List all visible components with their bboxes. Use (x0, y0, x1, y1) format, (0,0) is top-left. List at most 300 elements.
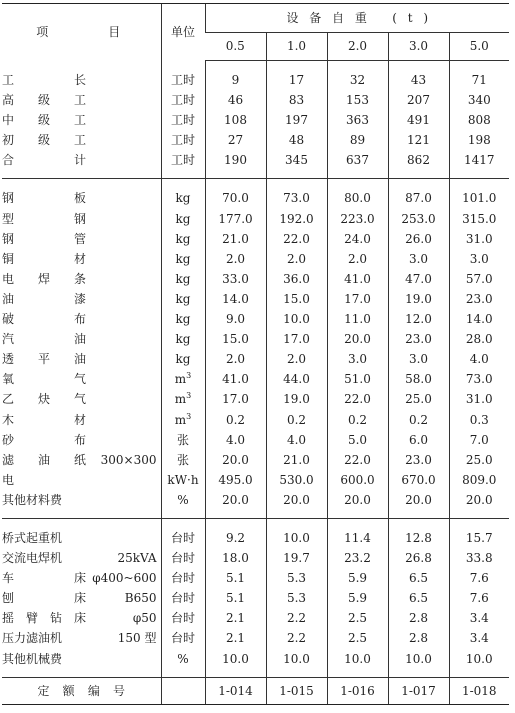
item-name-char: 其他机械费 (2, 651, 63, 666)
item-name-char: 电 (2, 472, 15, 487)
quota-value: 7.6 (449, 568, 509, 588)
quota-value: 0.3 (449, 410, 509, 430)
quota-value: 0.2 (388, 410, 449, 430)
item-unit: kg (161, 209, 205, 229)
quota-value: 80.0 (327, 179, 388, 209)
table-row (2, 309, 509, 329)
item-name (2, 61, 161, 91)
quota-value: 71 (449, 61, 509, 91)
item-name-char: 铜 (2, 251, 15, 266)
quota-value: 530.0 (266, 470, 327, 490)
item-unit: kg (161, 289, 205, 309)
quota-value: 345 (266, 150, 327, 179)
quota-value: 223.0 (327, 209, 388, 229)
item-name (2, 649, 161, 678)
quota-value: 14.0 (205, 289, 266, 309)
item-name-char: 炔 (37, 392, 50, 407)
item-name (2, 588, 161, 608)
weight-header: 3.0 (388, 33, 449, 61)
table-row (2, 410, 509, 430)
item-name (2, 349, 161, 369)
item-unit: 工时 (161, 61, 205, 91)
item-name-char: 钢 (2, 231, 15, 246)
item-name-char: 初 (2, 133, 15, 148)
item-name-char: 滤 (2, 452, 15, 467)
quota-value: 20.0 (205, 450, 266, 470)
quota-value: 73.0 (449, 369, 509, 389)
item-name-char: 高 (2, 93, 15, 108)
table-row (2, 130, 509, 150)
quota-value: 9.0 (205, 309, 266, 329)
item-name-char: 氧 (2, 372, 15, 387)
item-name-char: 其他材料费 (2, 492, 63, 507)
item-name (2, 518, 161, 548)
quota-value: 20.0 (327, 490, 388, 519)
quota-value: 20.0 (388, 490, 449, 519)
item-name (2, 410, 161, 430)
quota-value: 491 (388, 110, 449, 130)
item-name-char: 钻 (49, 611, 62, 626)
item-name-char: 计 (73, 153, 86, 168)
quota-value: 5.3 (266, 568, 327, 588)
item-spec: B650 (124, 591, 157, 606)
item-name-char: 钢 (73, 211, 86, 226)
item-name-char: 布 (73, 312, 86, 327)
quota-code-unit (161, 677, 205, 704)
table-row (2, 548, 509, 568)
table-row (2, 269, 509, 289)
quota-value: 15.7 (449, 518, 509, 548)
quota-value: 44.0 (266, 369, 327, 389)
table-row (2, 490, 509, 519)
item-unit: 工时 (161, 150, 205, 179)
quota-value: 2.0 (205, 349, 266, 369)
quota-value: 2.5 (327, 608, 388, 628)
item-name (2, 450, 161, 470)
quota-value: 2.0 (266, 249, 327, 269)
quota-value: 3.0 (327, 349, 388, 369)
quota-value: 25.0 (388, 389, 449, 409)
table-row (2, 450, 509, 470)
quota-value: 5.1 (205, 568, 266, 588)
quota-value: 22.0 (266, 229, 327, 249)
item-name-char: 汽 (2, 332, 15, 347)
quota-value: 57.0 (449, 269, 509, 289)
item-name (2, 369, 161, 389)
quota-value: 47.0 (388, 269, 449, 289)
quota-value: 315.0 (449, 209, 509, 229)
item-name-char: 级 (37, 93, 50, 108)
item-name-char: 板 (73, 191, 86, 206)
item-name-char: 气 (73, 392, 86, 407)
quota-value: 9 (205, 61, 266, 91)
item-name-char: 长 (73, 72, 86, 87)
quota-value: 41.0 (327, 269, 388, 289)
table-row (2, 179, 509, 209)
quota-value: 2.0 (205, 249, 266, 269)
item-spec: 150 型 (117, 631, 157, 646)
quota-value: 17 (266, 61, 327, 91)
item-header: 项 目 (2, 4, 161, 61)
item-name-char: 气 (73, 372, 86, 387)
quota-value: 22.0 (327, 389, 388, 409)
quota-value: 26.8 (388, 548, 449, 568)
table-row (2, 518, 509, 548)
quota-value: 10.0 (327, 649, 388, 678)
quota-value: 495.0 (205, 470, 266, 490)
quota-value: 2.1 (205, 608, 266, 628)
table-row (2, 369, 509, 389)
quota-value: 19.7 (266, 548, 327, 568)
quota-value: 1417 (449, 150, 509, 179)
item-spec: φ50 (132, 611, 157, 626)
item-unit: kg (161, 249, 205, 269)
table-row (2, 568, 509, 588)
item-name-char: 工 (73, 133, 86, 148)
quota-value: 340 (449, 90, 509, 110)
quota-code: 1-017 (388, 677, 449, 704)
item-name (2, 470, 161, 490)
item-unit: $m^3$ (161, 410, 205, 430)
table-row (2, 229, 509, 249)
item-name-char: 焊 (37, 271, 50, 286)
quota-value: 5.9 (327, 588, 388, 608)
item-unit: 台时 (161, 518, 205, 548)
quota-value: 20.0 (327, 329, 388, 349)
item-name (2, 389, 161, 409)
quota-value: 58.0 (388, 369, 449, 389)
quota-value: 83 (266, 90, 327, 110)
quota-value: 253.0 (388, 209, 449, 229)
quota-value: 6.0 (388, 430, 449, 450)
quota-value: 600.0 (327, 470, 388, 490)
item-name (2, 90, 161, 110)
item-unit: kg (161, 329, 205, 349)
quota-value: 33.8 (449, 548, 509, 568)
quota-value: 23.0 (388, 329, 449, 349)
table-row (2, 90, 509, 110)
item-name (2, 490, 161, 519)
quota-value: 808 (449, 110, 509, 130)
quota-value: 41.0 (205, 369, 266, 389)
quota-value: 2.0 (266, 349, 327, 369)
item-name-char: 型 (2, 211, 15, 226)
item-name-char: 工 (73, 113, 86, 128)
quota-value: 862 (388, 150, 449, 179)
quota-value: 4.0 (205, 430, 266, 450)
table-row (2, 588, 509, 608)
table-row (2, 150, 509, 179)
quota-value: 17.0 (327, 289, 388, 309)
item-name-char: 车 (2, 571, 15, 586)
quota-value: 4.0 (266, 430, 327, 450)
quota-value: 26.0 (388, 229, 449, 249)
item-name (2, 150, 161, 179)
quota-value: 21.0 (266, 450, 327, 470)
item-unit: 台时 (161, 628, 205, 648)
quota-value: 0.2 (327, 410, 388, 430)
quota-value: 48 (266, 130, 327, 150)
item-name-char: 刨 (2, 591, 15, 606)
quota-value: 46 (205, 90, 266, 110)
item-name (2, 548, 161, 568)
item-name-char: 管 (73, 231, 86, 246)
quota-value: 15.0 (266, 289, 327, 309)
quota-value: 89 (327, 130, 388, 150)
quota-value: 32 (327, 61, 388, 91)
item-name-char: 乙 (2, 392, 15, 407)
table-row (2, 628, 509, 648)
item-unit: $m^3$ (161, 389, 205, 409)
item-name-char: 油 (73, 352, 86, 367)
quota-value: 10.0 (266, 518, 327, 548)
item-unit: 台时 (161, 548, 205, 568)
item-unit: kg (161, 349, 205, 369)
quota-value: 70.0 (205, 179, 266, 209)
quota-value: 31.0 (449, 229, 509, 249)
quota-value: 207 (388, 90, 449, 110)
item-name-char: 砂 (2, 432, 15, 447)
item-name-char: 木 (2, 412, 15, 427)
item-name-char: 工 (2, 72, 15, 87)
item-unit: 台时 (161, 568, 205, 588)
quota-value: 2.1 (205, 628, 266, 648)
quota-value: 153 (327, 90, 388, 110)
item-unit: % (161, 649, 205, 678)
item-name-char: 桥式起重机 (2, 530, 63, 545)
quota-value: 25.0 (449, 450, 509, 470)
table-row (2, 608, 509, 628)
quota-value: 0.2 (266, 410, 327, 430)
item-name (2, 269, 161, 289)
unit-header: 单位 (161, 4, 205, 61)
item-name-char: 钢 (2, 191, 15, 206)
item-name-char: 交流电焊机 (2, 551, 63, 566)
table-row (2, 649, 509, 678)
item-name (2, 229, 161, 249)
quota-value: 19.0 (388, 289, 449, 309)
item-unit: kg (161, 229, 205, 249)
quota-value: 637 (327, 150, 388, 179)
item-name-char: 破 (2, 312, 15, 327)
item-name (2, 329, 161, 349)
quota-value: 2.8 (388, 628, 449, 648)
item-name-char: 摇 (2, 611, 15, 626)
item-name (2, 209, 161, 229)
quota-value: 87.0 (388, 179, 449, 209)
item-unit: 工时 (161, 110, 205, 130)
quota-value: 5.1 (205, 588, 266, 608)
item-spec: 300×300 (100, 452, 157, 467)
quota-value: 14.0 (449, 309, 509, 329)
table-row (2, 61, 509, 91)
quota-value: 12.8 (388, 518, 449, 548)
quota-value: 3.0 (388, 349, 449, 369)
item-unit: 工时 (161, 90, 205, 110)
quota-value: 3.4 (449, 608, 509, 628)
quota-value: 10.0 (266, 649, 327, 678)
quota-value: 9.2 (205, 518, 266, 548)
table-row (2, 430, 509, 450)
item-name (2, 130, 161, 150)
item-name (2, 430, 161, 450)
item-name-char: 合 (2, 153, 15, 168)
item-unit: 台时 (161, 588, 205, 608)
quota-value: 197 (266, 110, 327, 130)
quota-value: 7.6 (449, 588, 509, 608)
quota-code-label: 定额编号 (2, 677, 161, 704)
table-row (2, 389, 509, 409)
quota-value: 23.2 (327, 548, 388, 568)
item-unit: kg (161, 179, 205, 209)
item-name-char: 油 (37, 452, 50, 467)
item-name (2, 179, 161, 209)
quota-value: 192.0 (266, 209, 327, 229)
item-name-char: 油 (73, 332, 86, 347)
item-name-char: 漆 (73, 291, 86, 306)
item-name-char: 材 (73, 412, 86, 427)
quota-value: 190 (205, 150, 266, 179)
quota-value: 809.0 (449, 470, 509, 490)
quota-code: 1-018 (449, 677, 509, 704)
item-name (2, 110, 161, 130)
item-name-char: 材 (73, 251, 86, 266)
weight-header: 1.0 (266, 33, 327, 61)
quota-value: 670.0 (388, 470, 449, 490)
item-name-char: 级 (37, 113, 50, 128)
quota-value: 43 (388, 61, 449, 91)
item-unit: % (161, 490, 205, 519)
table-row (2, 110, 509, 130)
item-name-char: 透 (2, 352, 15, 367)
item-name-char: 油 (2, 291, 15, 306)
quota-value: 108 (205, 110, 266, 130)
quota-value: 11.4 (327, 518, 388, 548)
item-unit: 张 (161, 430, 205, 450)
item-unit: kg (161, 269, 205, 289)
quota-value: 24.0 (327, 229, 388, 249)
quota-value: 17.0 (266, 329, 327, 349)
quota-value: 31.0 (449, 389, 509, 409)
quota-value: 2.5 (327, 628, 388, 648)
item-name (2, 608, 161, 628)
quota-value: 2.8 (388, 608, 449, 628)
item-name-char: 条 (73, 271, 86, 286)
quota-value: 73.0 (266, 179, 327, 209)
quota-table (2, 3, 509, 705)
item-name-char: 电 (2, 271, 15, 286)
quota-value: 33.0 (205, 269, 266, 289)
item-name (2, 309, 161, 329)
quota-body (2, 61, 509, 678)
quota-value: 36.0 (266, 269, 327, 289)
quota-value: 2.2 (266, 608, 327, 628)
item-name (2, 568, 161, 588)
item-name-char: 床 (73, 591, 86, 606)
table-row (2, 289, 509, 309)
quota-value: 12.0 (388, 309, 449, 329)
item-name-char: 平 (37, 352, 50, 367)
quota-code: 1-015 (266, 677, 327, 704)
weight-header: 2.0 (327, 33, 388, 61)
quota-value: 10.0 (388, 649, 449, 678)
item-name (2, 249, 161, 269)
quota-value: 3.4 (449, 628, 509, 648)
quota-value: 4.0 (449, 349, 509, 369)
quota-value: 0.2 (205, 410, 266, 430)
quota-value: 6.5 (388, 588, 449, 608)
table-row (2, 329, 509, 349)
quota-value: 28.0 (449, 329, 509, 349)
table-row (2, 209, 509, 229)
item-unit: 台时 (161, 608, 205, 628)
quota-value: 101.0 (449, 179, 509, 209)
quota-value: 7.0 (449, 430, 509, 450)
quota-code: 1-014 (205, 677, 266, 704)
weight-header: 0.5 (205, 33, 266, 61)
quota-value: 10.0 (266, 309, 327, 329)
item-name-char: 压力滤油机 (2, 631, 63, 646)
table-row (2, 349, 509, 369)
quota-value: 20.0 (205, 490, 266, 519)
quota-value: 21.0 (205, 229, 266, 249)
quota-code: 1-016 (327, 677, 388, 704)
quota-value: 3.0 (449, 249, 509, 269)
item-name-char: 床 (73, 571, 86, 586)
quota-value: 20.0 (449, 490, 509, 519)
weight-group-header: 设备自重 (t) (205, 4, 509, 33)
quota-value: 198 (449, 130, 509, 150)
item-name-char: 工 (73, 93, 86, 108)
quota-value: 18.0 (205, 548, 266, 568)
quota-value: 10.0 (449, 649, 509, 678)
quota-value: 5.0 (327, 430, 388, 450)
table-row (2, 470, 509, 490)
weight-header: 5.0 (449, 33, 509, 61)
quota-value: 20.0 (266, 490, 327, 519)
quota-value: 5.3 (266, 588, 327, 608)
quota-value: 2.2 (266, 628, 327, 648)
quota-value: 15.0 (205, 329, 266, 349)
quota-value: 177.0 (205, 209, 266, 229)
item-name-char: 床 (73, 611, 86, 626)
item-spec: 25kVA (117, 551, 157, 566)
item-spec: φ400~600 (92, 571, 157, 586)
quota-value: 51.0 (327, 369, 388, 389)
quota-value: 23.0 (388, 450, 449, 470)
item-name-char: 级 (37, 133, 50, 148)
quota-value: 6.5 (388, 568, 449, 588)
quota-value: 121 (388, 130, 449, 150)
quota-value: 19.0 (266, 389, 327, 409)
table-row (2, 249, 509, 269)
quota-value: 363 (327, 110, 388, 130)
item-unit: kg (161, 309, 205, 329)
quota-value: 11.0 (327, 309, 388, 329)
item-name-char: 臂 (25, 611, 38, 626)
item-name (2, 628, 161, 648)
quota-value: 22.0 (327, 450, 388, 470)
quota-value: 27 (205, 130, 266, 150)
item-name-char: 纸 (73, 452, 86, 467)
item-unit: $m^3$ (161, 369, 205, 389)
item-unit: 工时 (161, 130, 205, 150)
quota-value: 2.0 (327, 249, 388, 269)
quota-value: 17.0 (205, 389, 266, 409)
item-name-char: 中 (2, 113, 15, 128)
quota-value: 5.9 (327, 568, 388, 588)
quota-value: 23.0 (449, 289, 509, 309)
